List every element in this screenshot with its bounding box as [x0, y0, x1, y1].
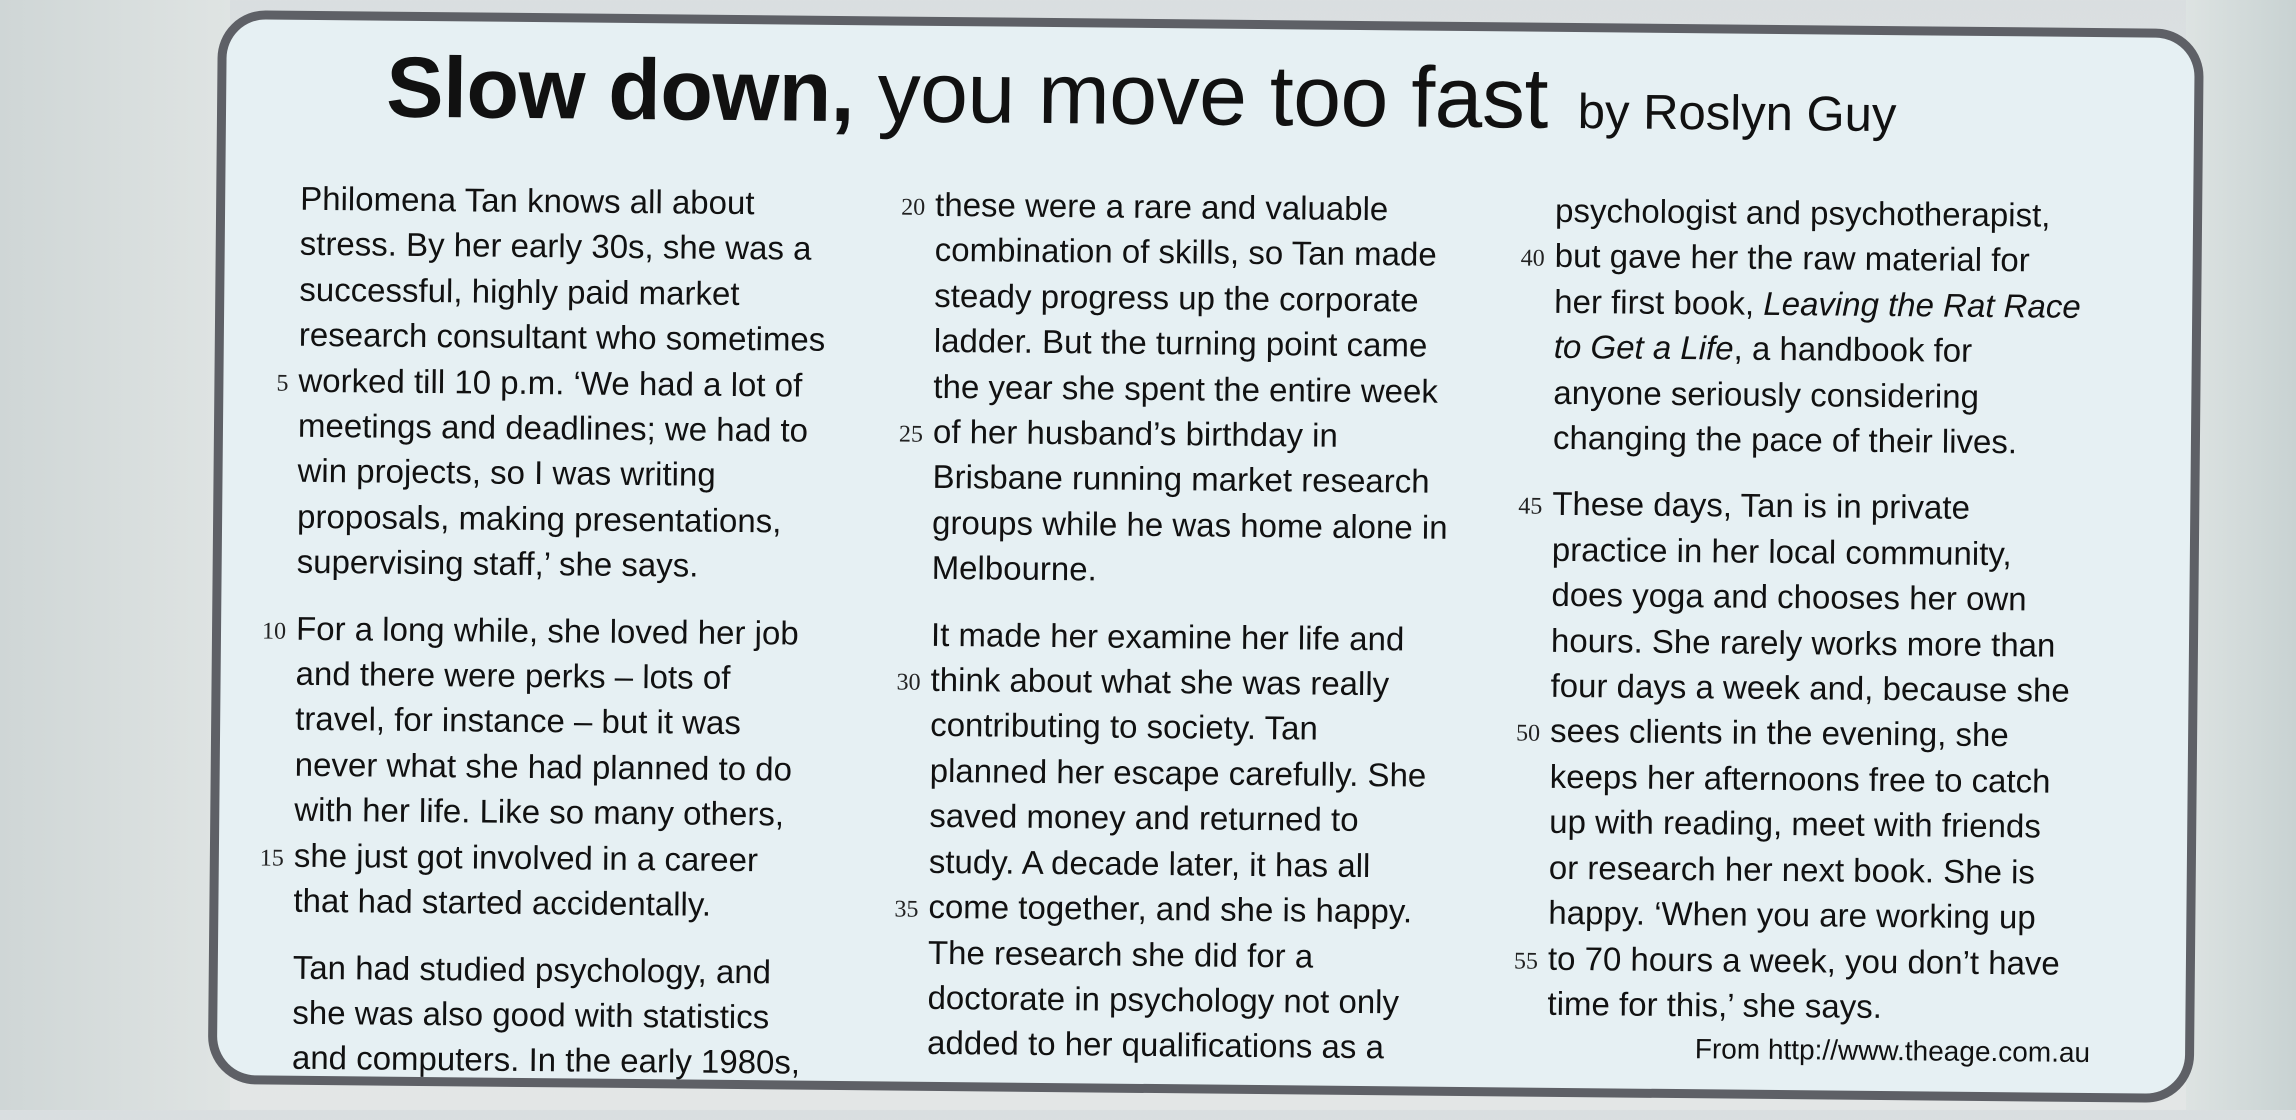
text-line: [1555, 188, 2145, 239]
text-line: [1553, 415, 2143, 466]
line-text: ladder. But the turning point came: [933, 322, 1428, 364]
line-text: keeps her afternoons free to catch: [1549, 757, 2051, 800]
text-line: [1513, 935, 2138, 986]
line-text: supervising staff,’ she says.: [296, 543, 699, 584]
column-2: [894, 182, 1526, 1092]
text-line: [930, 702, 1520, 753]
text-line: [934, 273, 1524, 324]
text-line: [293, 878, 883, 929]
line-text: worked till 10 p.m. ‘We had a lot of: [298, 361, 803, 404]
text-line: [1548, 890, 2138, 941]
line-text: come together, and she is happy.: [928, 887, 1413, 930]
text-line: [931, 612, 1521, 663]
text-line: [930, 748, 1520, 799]
line-text: The research she did for a: [927, 933, 1314, 975]
line-text: time for this,’ she says.: [1547, 984, 1883, 1025]
text-line: [894, 884, 1518, 935]
paragraph: [1513, 481, 2142, 1032]
line-number: 25: [898, 421, 924, 448]
text-line: [1547, 981, 2137, 1032]
text-line: [1549, 754, 2139, 805]
line-text: hours. She rarely works more than: [1550, 621, 2056, 664]
line-text: with her life. Like so many others,: [294, 791, 785, 833]
paragraph: [276, 176, 890, 590]
line-text: successful, highly paid market: [299, 270, 740, 312]
text-line: [932, 454, 1522, 505]
line-text: For a long while, she loved her job: [295, 609, 799, 652]
line-text: proposals, making presentations,: [296, 497, 782, 540]
text-line: [276, 357, 888, 408]
line-text: Brisbane running market research: [932, 458, 1430, 501]
line-text: these were a rare and valuable: [934, 185, 1389, 228]
line-text: These days, Tan is in private: [1552, 485, 1971, 527]
text-line: [933, 364, 1523, 415]
line-text: her first book,: [1554, 282, 1764, 322]
line-text: stress. By her early 30s, she was a: [299, 225, 812, 268]
text-line: [1520, 233, 2144, 284]
line-text: and there were perks – lots of: [295, 654, 731, 697]
text-line: [300, 221, 890, 272]
text-line: [1550, 663, 2140, 714]
text-line: [929, 839, 1519, 890]
text-line: [1554, 279, 2144, 330]
paragraph: [292, 944, 883, 1086]
line-text: practice in her local community,: [1551, 530, 2012, 573]
line-number: 5: [276, 370, 289, 397]
text-line: [295, 696, 885, 747]
byline: by Roslyn Guy: [1577, 85, 1897, 143]
page-background-left: [0, 0, 230, 1110]
text-line: [1549, 799, 2139, 850]
text-line: [898, 409, 1523, 460]
paragraph: [1520, 188, 2146, 466]
line-text: and computers. In the early 1980s,: [291, 1039, 801, 1081]
line-text: think about what she was really: [930, 660, 1390, 703]
line-number: 45: [1518, 493, 1543, 521]
text-line: [935, 227, 1525, 278]
text-line: [1549, 845, 2139, 896]
title-bold: Slow down,: [385, 39, 855, 141]
book-title-italic: to Get a Life: [1553, 328, 1734, 367]
paragraph: [894, 612, 1521, 1072]
line-text: but gave her the raw material for: [1554, 237, 2030, 279]
text-line: [1552, 527, 2142, 578]
text-line: [1551, 617, 2141, 668]
text-line: [295, 742, 885, 793]
line-text: she just got involved in a career: [293, 836, 759, 878]
text-line: [1515, 708, 2140, 759]
line-text: the year she spent the entire week: [933, 367, 1439, 410]
line-text: doctorate in psychology not only: [927, 978, 1400, 1021]
text-line: [1518, 481, 2142, 532]
text-line: [292, 990, 882, 1041]
text-line: [927, 975, 1517, 1026]
text-line: [298, 403, 888, 454]
line-text: groups while he was home alone in: [931, 503, 1448, 546]
text-line: [259, 832, 884, 883]
line-text: changing the pace of their lives.: [1552, 418, 2018, 461]
text-line: [932, 500, 1522, 551]
text-line: [261, 605, 886, 656]
line-text: sees clients in the evening, she: [1549, 712, 2009, 754]
text-line: [292, 1035, 882, 1086]
line-text: study. A decade later, it has all: [928, 842, 1371, 884]
line-number: 55: [1513, 947, 1539, 975]
line-text: planned her escape carefully. She: [929, 751, 1427, 794]
text-line: [295, 651, 885, 702]
line-number: 50: [1515, 720, 1541, 748]
text-line: [934, 318, 1524, 369]
line-text: It made her examine her life and: [930, 615, 1405, 658]
text-line: [931, 545, 1521, 596]
line-text: meetings and deadlines; we had to: [297, 406, 809, 449]
line-text: , a handbook for: [1733, 329, 1973, 370]
line-number: 35: [894, 896, 919, 923]
text-line: [928, 929, 1518, 980]
text-line: [1554, 324, 2144, 375]
column-1: [259, 176, 891, 1107]
title-text: [386, 40, 1549, 147]
text-line: [297, 448, 887, 499]
text-line: [929, 793, 1519, 844]
text-line: [299, 267, 889, 318]
line-text: happy. ‘When you are working up: [1548, 893, 2036, 936]
line-text: saved money and returned to: [929, 797, 1359, 839]
line-text: never what she had planned to do: [294, 745, 793, 788]
line-text: contributing to society. Tan: [929, 706, 1319, 748]
line-text: Melbourne.: [931, 549, 1097, 588]
line-text: win projects, so I was writing: [297, 452, 716, 494]
text-line: [896, 657, 1520, 708]
line-number: 10: [261, 618, 287, 645]
text-line: [296, 539, 886, 590]
line-text: to 70 hours a week, you don’t have: [1547, 939, 2060, 982]
line-number: 40: [1520, 245, 1545, 273]
line-text: psychologist and psychotherapist,: [1554, 191, 2051, 234]
line-text: Philomena Tan knows all about: [300, 179, 755, 222]
text-line: [901, 182, 1525, 233]
line-text: she was also good with statistics: [292, 993, 770, 1036]
text-line: [1553, 369, 2143, 420]
text-line: [297, 494, 887, 545]
line-text: does yoga and chooses her own: [1551, 576, 2027, 618]
article-box: [208, 10, 2204, 1103]
text-line: [293, 944, 883, 995]
line-text: Tan had studied psychology, and: [292, 948, 772, 990]
article-title: [386, 39, 1897, 152]
line-text: four days a week and, because she: [1550, 666, 2070, 709]
source-credit: From http://www.theage.com.au: [1694, 1033, 2091, 1069]
line-text: anyone seriously considering: [1553, 373, 1980, 415]
line-text: combination of skills, so Tan made: [934, 231, 1437, 274]
line-text: of her husband’s birthday in: [932, 412, 1338, 454]
text-line: [299, 312, 889, 363]
text-line: [300, 176, 890, 227]
line-text: that had started accidentally.: [293, 881, 712, 923]
line-text: up with reading, meet with friends: [1549, 803, 2042, 845]
line-text: travel, for instance – but it was: [295, 700, 742, 742]
line-number: 20: [901, 194, 926, 221]
line-text: or research her next book. She is: [1548, 848, 2036, 891]
title-rest: you move too fast: [853, 44, 1549, 147]
text-line: [294, 787, 884, 838]
line-text: added to her qualifications as a: [926, 1024, 1385, 1066]
paragraph: [898, 182, 1525, 596]
line-text: research consultant who sometimes: [298, 316, 826, 359]
line-number: 15: [259, 845, 284, 872]
line-text: steady progress up the corporate: [934, 276, 1419, 319]
text-line: [927, 1020, 1517, 1071]
paragraph: [259, 605, 886, 928]
text-line: [1551, 572, 2141, 623]
line-number: 30: [896, 669, 921, 696]
column-3: [1513, 188, 2145, 1053]
book-title-italic: Leaving the Rat Race: [1763, 284, 2081, 325]
